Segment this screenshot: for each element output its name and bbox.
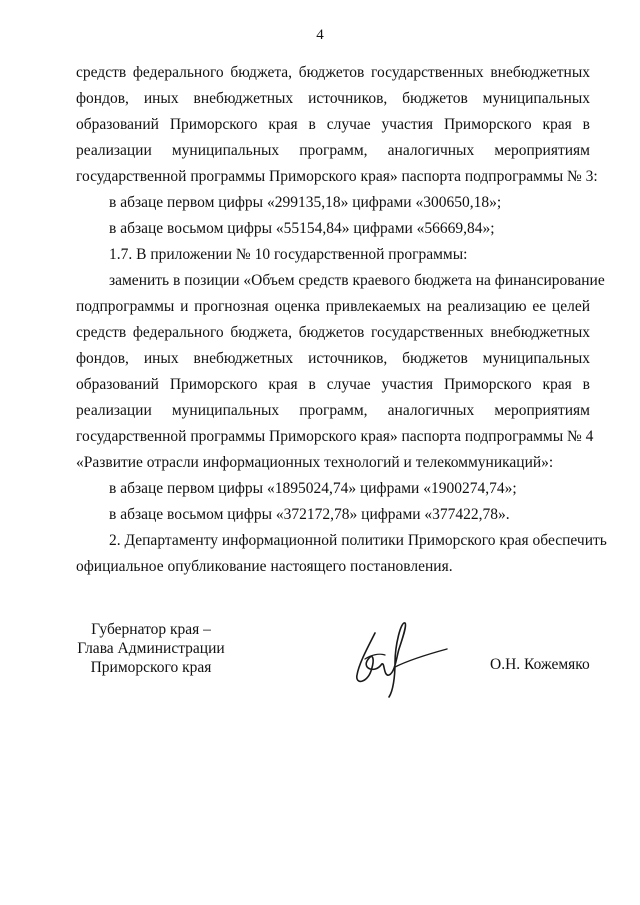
paragraph-line: средств федерального бюджета, бюджетов государственных внебюджетных — [76, 324, 590, 341]
amendment-item-4: в абзаце восьмом цифры «372172,78» цифрами «377422,78». — [109, 506, 510, 523]
paragraph-line: образований Приморского края в случае участия Приморского края в — [76, 376, 590, 393]
signatory-title-line: Губернатор края – — [91, 621, 211, 638]
paragraph-line: «Развитие отрасли информационных технологий и телекоммуникаций»: — [76, 454, 554, 471]
paragraph-line: реализации муниципальных программ, аналогичных мероприятиям — [76, 402, 590, 419]
section-2-line: официальное опубликование настоящего постановления. — [76, 558, 453, 575]
signatory-title-line: Приморского края — [90, 659, 212, 676]
amendment-item-2: в абзаце восьмом цифры «55154,84» цифрами «56669,84»; — [109, 220, 495, 237]
paragraph-line: фондов, иных внебюджетных источников, бюджетов муниципальных — [76, 90, 590, 107]
section-heading-1-7: 1.7. В приложении № 10 государственной программы: — [109, 246, 468, 263]
amendment-item-1: в абзаце первом цифры «299135,18» цифрами «300650,18»; — [109, 194, 502, 211]
paragraph-line: заменить в позиции «Объем средств краевого бюджета на финансирование — [109, 272, 605, 289]
paragraph-line: фондов, иных внебюджетных источников, бюджетов муниципальных — [76, 350, 590, 367]
paragraph-line: средств федерального бюджета, бюджетов государственных внебюджетных — [76, 64, 590, 81]
handwritten-signature — [345, 615, 455, 700]
amendment-item-3: в абзаце первом цифры «1895024,74» цифрами «1900274,74»; — [109, 480, 517, 497]
paragraph-line: государственной программы Приморского края» паспорта подпрограммы № 3: — [76, 168, 598, 185]
paragraph-line: реализации муниципальных программ, аналогичных мероприятиям — [76, 142, 590, 159]
signatory-title — [76, 620, 226, 677]
section-2-line: 2. Департаменту информационной политики Приморского края обеспечить — [109, 532, 607, 549]
document-body — [76, 60, 607, 580]
paragraph-line: образований Приморского края в случае участия Приморского края в — [76, 116, 590, 133]
paragraph-line: подпрограммы и прогнозная оценка привлекаемых на реализацию ее целей — [76, 298, 590, 315]
signatory-title-line: Глава Администрации — [77, 640, 225, 657]
paragraph-line: государственной программы Приморского края» паспорта подпрограммы № 4 — [76, 428, 594, 445]
signatory-name: О.Н. Кожемяко — [490, 656, 590, 673]
page-number: 4 — [316, 27, 324, 43]
